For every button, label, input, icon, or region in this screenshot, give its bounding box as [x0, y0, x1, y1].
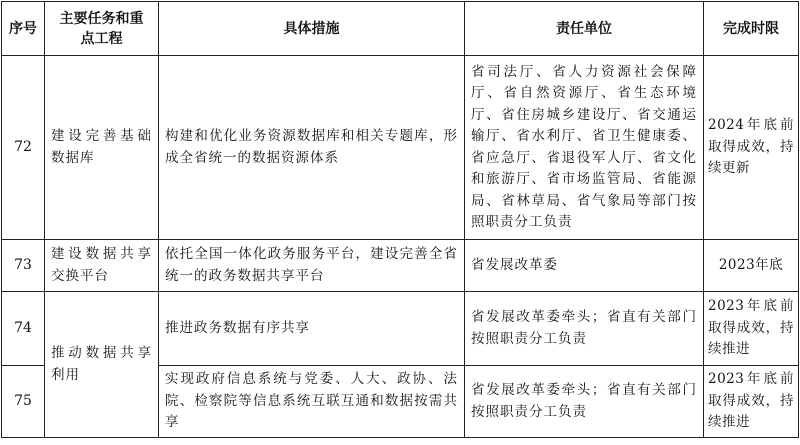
header-deadline: 完成时限 — [704, 2, 799, 56]
responsible-unit-cell: 省发展改革委牵头；省直有关部门按照职责分工负责 — [465, 366, 704, 438]
row-number: 73 — [2, 240, 45, 292]
responsible-unit-cell: 省司法厅、省人力资源社会保障厅、省自然资源厅、省生态环境厅、省住房城乡建设厅、省交通运输厅、省水利厅、省卫生健康委、省应急厅、省退役军人厅、省文化和旅游厅、省市场监管局、省能源局、省林草局、省气象局等部门按照职责分工负责 — [465, 56, 704, 240]
table-header-row — [2, 2, 799, 56]
table-row — [2, 56, 799, 240]
measure-cell: 依托全国一体化政务服务平台，建设完善全省统一的政务数据共享平台 — [159, 240, 465, 292]
deadline-cell: 2024年底前取得成效，持续更新 — [704, 56, 799, 240]
table-row — [2, 292, 799, 366]
row-number: 72 — [2, 56, 45, 240]
measure-cell: 构建和优化业务资源数据库和相关专题库，形成全省统一的数据资源体系 — [159, 56, 465, 240]
task-cell: 推动数据共享利用 — [45, 292, 159, 438]
header-responsible-unit: 责任单位 — [465, 2, 704, 56]
deadline-cell: 2023年底前取得成效，持续推进 — [704, 292, 799, 366]
task-cell: 建设完善基础数据库 — [45, 56, 159, 240]
row-number: 75 — [2, 366, 45, 438]
deadline-cell: 2023年底前取得成效，持续推进 — [704, 366, 799, 438]
responsible-unit-cell: 省发展改革委 — [465, 240, 704, 292]
row-number: 74 — [2, 292, 45, 366]
header-serial-number: 序号 — [2, 2, 45, 56]
measure-cell: 实现政府信息系统与党委、人大、政协、法院、检察院等信息系统互联互通和数据按需共享 — [159, 366, 465, 438]
header-measure: 具体措施 — [159, 2, 465, 56]
header-task: 主要任务和重点工程 — [45, 2, 159, 56]
responsible-unit-cell: 省发展改革委牵头；省直有关部门按照职责分工负责 — [465, 292, 704, 366]
task-cell: 建设数据共享交换平台 — [45, 240, 159, 292]
measure-cell: 推进政务数据有序共享 — [159, 292, 465, 366]
task-table — [1, 1, 799, 438]
table-row — [2, 240, 799, 292]
deadline-cell: 2023年底 — [704, 240, 799, 292]
